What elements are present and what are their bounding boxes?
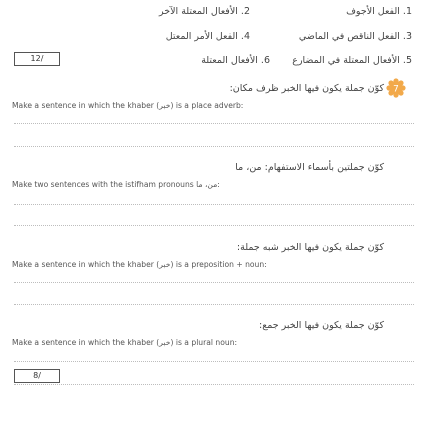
answer-line-2a[interactable] <box>14 204 414 205</box>
list-item-2: 2. الأفعال المعتلة الآخر <box>159 6 250 17</box>
list-item-4: 4. الفعل الأمر المعتل <box>165 31 250 42</box>
answer-line-3b[interactable] <box>14 304 414 305</box>
badge-number: 7 <box>393 84 399 95</box>
exercise-number-badge <box>386 78 406 98</box>
answer-line-1a[interactable] <box>14 123 414 124</box>
question-2-arabic: كوّن جملتين بأسماء الاستفهام: من، ما <box>235 162 384 173</box>
question-3-english: Make a sentence in which the khaber (خبر) is a preposition + noun: <box>12 260 267 269</box>
answer-line-2b[interactable] <box>14 225 414 226</box>
score-value-bottom: 8 <box>33 371 39 380</box>
list-item-5: 5. الأفعال المعتلة في المضارع <box>292 55 412 66</box>
answer-line-3a[interactable] <box>14 282 414 283</box>
list-item-3: 3. الفعل الناقص في الماضي <box>298 31 412 42</box>
list-item-6: 6. الأفعال المعتلة <box>201 55 270 66</box>
question-4-arabic: كوّن جملة يكون فيها الخبر جمع: <box>259 320 384 331</box>
answer-line-4a[interactable] <box>14 361 414 362</box>
score-box-top[interactable]: 12/ <box>14 52 60 66</box>
answer-line-1b[interactable] <box>14 146 414 147</box>
question-1-arabic: كوّن جملة يكون فيها الخبر ظرف مكان: <box>229 83 384 94</box>
question-3-arabic: كوّن جملة يكون فيها الخبر شبه جملة: <box>236 242 384 253</box>
question-2-english: Make two sentences with the istifham pronouns من، ما: <box>12 180 220 189</box>
question-1-english: Make a sentence in which the khaber (خبر) is a place adverb: <box>12 101 244 110</box>
question-4-english: Make a sentence in which the khaber (خبر) is a plural noun: <box>12 338 238 347</box>
answer-line-4b[interactable] <box>14 384 414 385</box>
list-item-1: 1. الفعل الأجوف <box>346 6 412 17</box>
score-box-bottom[interactable]: 8/ <box>14 369 60 383</box>
score-value-top: 12 <box>30 54 41 63</box>
